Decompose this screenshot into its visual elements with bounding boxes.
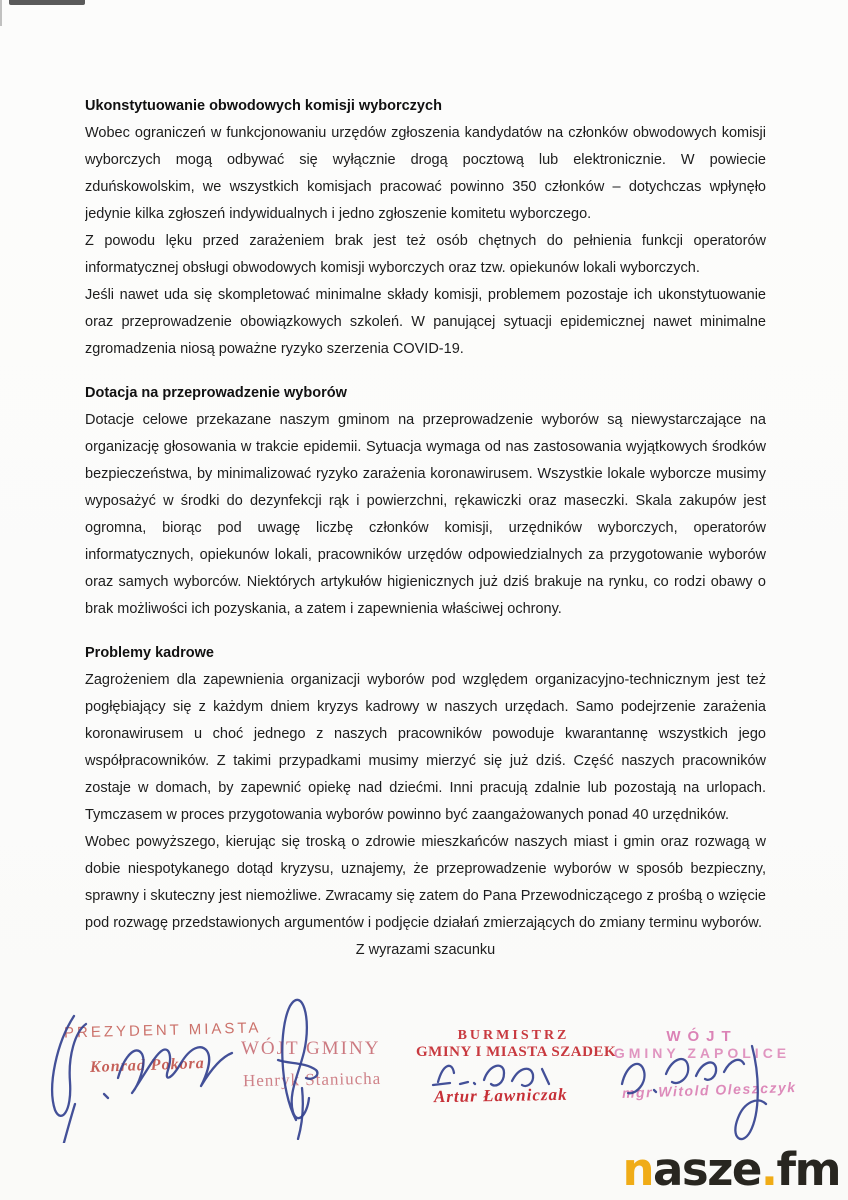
section-heading: Ukonstytuowanie obwodowych komisji wyborczych bbox=[85, 98, 442, 114]
stamp-title-line1: WÓJT bbox=[666, 1028, 738, 1045]
paragraph: Wobec ograniczeń w funkcjonowaniu urzędów zgłoszenia kandydatów na członków obwodowych komisji wyborczych mogą odbywać się wyłącznie drogą pocztową lub elektronicznie. W powiecie zduńskowolskim, we wszystkich komisjach pracować powinno 350 członków – dotychczas wpłynęło jedynie kilka zgłoszeń indywidualnych i jedno zgłoszenie komitetu wyborczego. bbox=[85, 125, 766, 222]
logo-text-fm: fm bbox=[776, 1143, 840, 1196]
stamp-title-line2: GMINY I MIASTA SZADEK bbox=[416, 1044, 617, 1060]
scan-artifact-smudge bbox=[9, 0, 85, 5]
handwritten-signature-staniucha bbox=[260, 992, 332, 1140]
section-commissions bbox=[85, 93, 766, 363]
handwritten-signature-lawniczak bbox=[428, 1052, 583, 1097]
section-subsidy bbox=[85, 380, 766, 623]
scan-artifact-edge bbox=[0, 0, 2, 26]
logo-dot: . bbox=[760, 1143, 777, 1196]
stamp-title-prezydent: PREZYDENT MIASTA bbox=[63, 1019, 262, 1042]
paragraph: Jeśli nawet uda się skompletować minimalne składy komisji, problemem pozostaje ich ukonstytuowanie oraz przeprowadzenie obowiązkowych szkoleń. W panującej sytuacji epidemicznej nawet minimalne zgromadzenia niosą poważne ryzyko szerzenia COVID-19. bbox=[85, 287, 766, 357]
section-staffing bbox=[85, 640, 766, 829]
stamp-title-burmistrz bbox=[416, 1028, 617, 1061]
handwritten-signature-oleszczyk bbox=[608, 1032, 778, 1144]
stamp-name-witold-oleszczyk: mgr Witold Oleszczyk bbox=[621, 1078, 797, 1102]
section-heading: Dotacja na przeprowadzenie wyborów bbox=[85, 385, 347, 401]
letter-body bbox=[85, 93, 766, 993]
stamp-title-line2: GMINY ZAPOLICE bbox=[613, 1045, 791, 1061]
stamp-name-konrad-pokora: Konrad Pokora bbox=[89, 1055, 206, 1076]
stamp-title-wojt-zapolice bbox=[612, 1028, 792, 1061]
paragraph: Zagrożeniem dla zapewnienia organizacji wyborów pod względem organizacyjno-technicznym jest też pogłębiający się z każdym dniem kryzys kadrowy w naszych urzędach. Samo podejrzenie zarażenia koronawirusem u choć jednego z naszych pracowników powoduje kwarantannę wszystkich jego współpracowników. Z takimi przypadkami musimy mierzyć się już dziś. Część naszych pracowników zostaje w domach, by zapewnić opiekę nad dziećmi. Inni pracują zdalnie lub pozostają na urlopach. Tymczasem w proces przygotowania wyborów powinno być zaangażowanych ponad 40 urzędników. bbox=[85, 672, 766, 823]
valediction: Z wyrazami szacunku bbox=[355, 942, 496, 958]
stamp-name-henryk-staniucha: Henryk Staniucha bbox=[242, 1068, 382, 1091]
paragraph: Dotacje celowe przekazane naszym gminom na przeprowadzenie wyborów są niewystarczające na organizację głosowania w trakcie epidemii. Sytuacja wymaga od nas zastosowania wyjątkowych środków bezpieczeństwa, by minimalizować ryzyko zarażenia koronawirusem. Wszystkie lokale wyborcze musimy wyposażyć w środki do dezynfekcji rąk i powierzchni, rękawiczki oraz maseczki. Skala zakupów jest ogromna, biorąc pod uwagę liczbę członków komisji, urzędników wyborczych, operatorów informatycznych, opiekunów lokali, pracowników urzędów odpowiedzialnych za przygotowanie wyborów oraz samych wyborców. Niektórych artykułów higienicznych już dziś brakuje na rynku, co rodzi obawy o brak możliwości ich pozyskania, a zatem i zapewnienia właściwej ochrony. bbox=[85, 412, 766, 617]
stamp-name-artur-lawniczak: Artur Ławniczak bbox=[433, 1084, 568, 1107]
nasze-fm-logo bbox=[622, 1143, 841, 1196]
stamp-title-line1: BURMISTRZ bbox=[457, 1028, 570, 1043]
logo-letter-n: n bbox=[622, 1143, 654, 1196]
section-heading: Problemy kadrowe bbox=[85, 645, 214, 661]
logo-text-asze: asze bbox=[653, 1143, 761, 1196]
closing-paragraph: Wobec powyższego, kierując się troską o zdrowie mieszkańców naszych miast i gmin oraz rozwagą w dobie niespotykanego dotąd kryzysu, uznajemy, że przeprowadzenie wyborów w sposób bezpieczny, sprawny i skuteczny jest niemożliwe. Zwracamy się zatem do Pana Przewodniczącego z prośbą o wzięcie pod rozwagę przedstawionych argumentów i podjęcie działań zmierzających do zmiany terminu wyborów. bbox=[85, 834, 766, 931]
stamp-title-wojt-gminy: WÓJT GMINY bbox=[241, 1038, 381, 1059]
paragraph: Z powodu lęku przed zarażeniem brak jest też osób chętnych do pełnienia funkcji operatorów informatycznej obsługi obwodowych komisji wyborczych oraz tzw. opiekunów lokali wyborczych. bbox=[85, 233, 766, 276]
handwritten-signature-pokora bbox=[44, 998, 244, 1143]
